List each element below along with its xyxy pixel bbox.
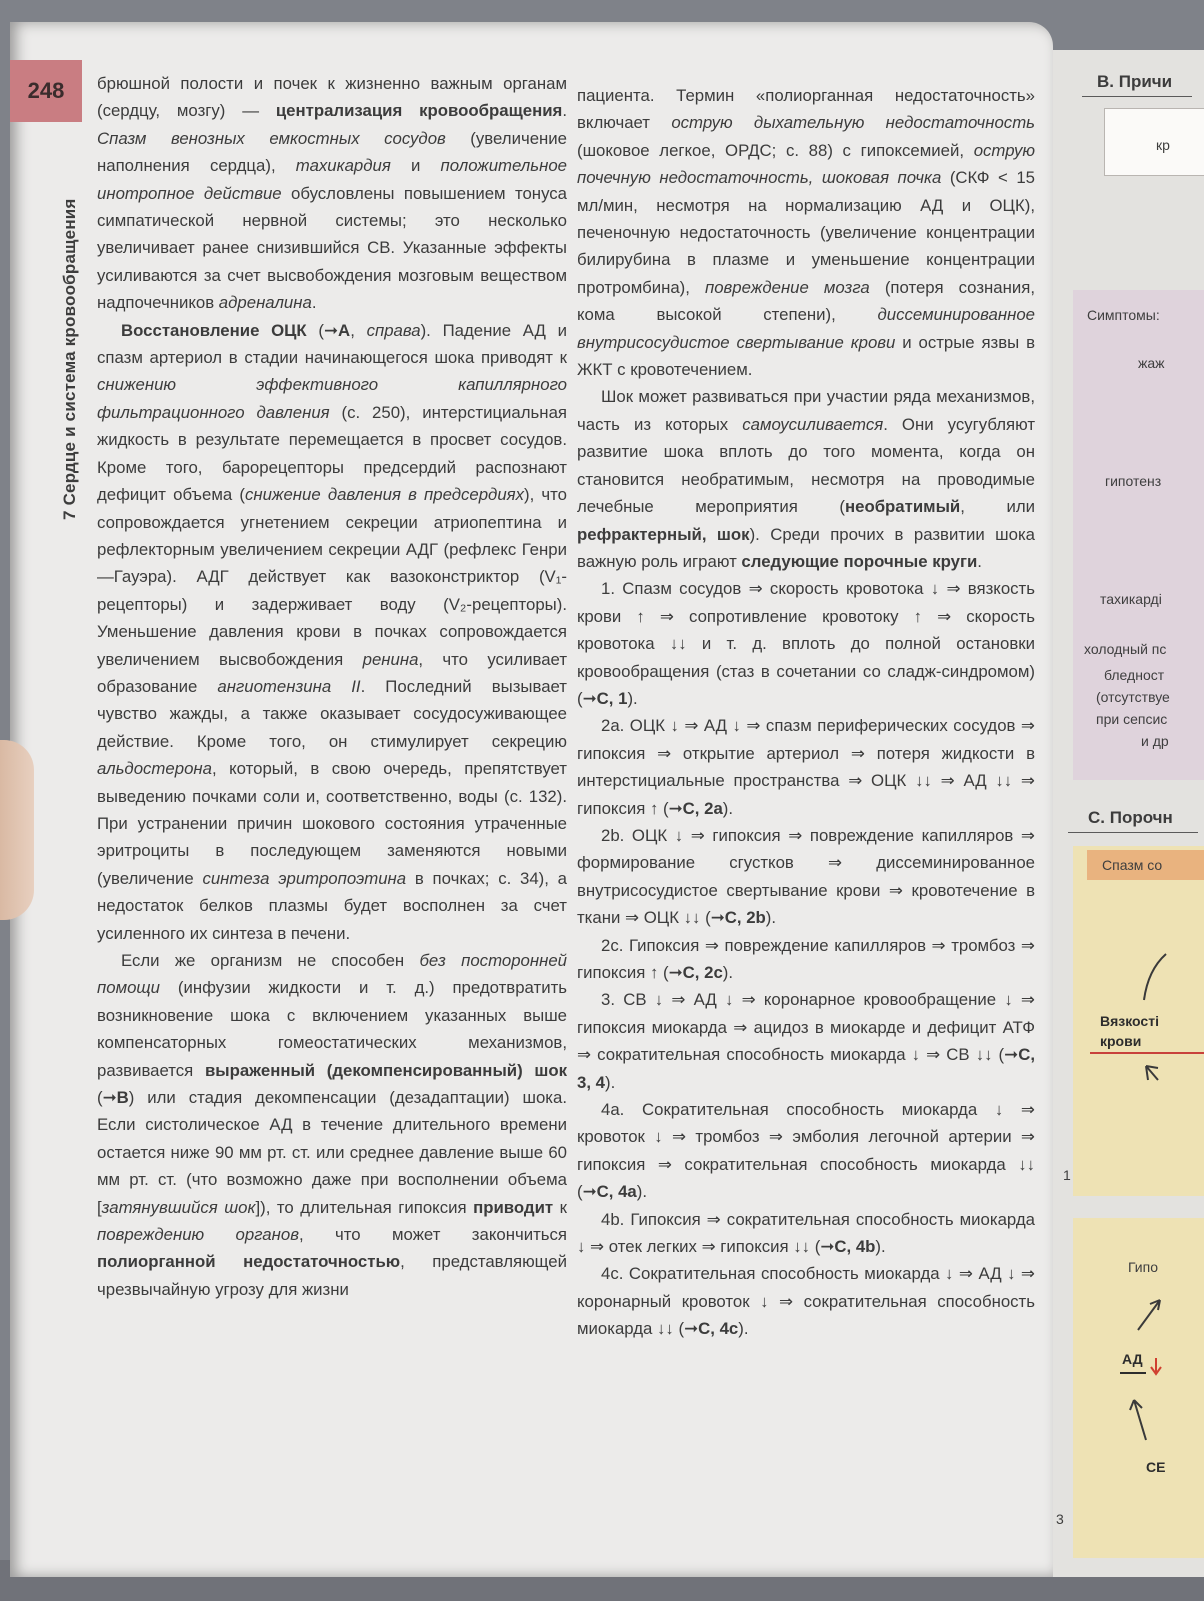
text-run: 2b. ОЦК ↓ ⇒ гипоксия ⇒ повреждение капилляров ⇒ формирование сгустков ⇒ диссеминированное внутрисосудистое свертывание крови ⇒ кровотечение в ткани ⇒ ОЦК ↓↓ ( [577,825,1035,928]
text-run: альдостерона [97,759,212,779]
text-run: , который, в свою очередь, препятствует выведению почками соли и, соответственно, воды (с. 132). При устранении причин шокового состояния утраченные эритроциты в последующем заменяются новыми (увеличение [97,759,567,888]
text-run: полиорганной недостаточностью [97,1252,401,1272]
text-run: и [390,156,441,176]
text-run: ). [765,908,777,928]
viscosity-label-2: крови [1100,1033,1142,1049]
text-run: положительное инотропное действие [97,156,567,203]
text-run: . Они усугубляют развитие шока вплоть до того момента, когда он становится необратимым, несмотря на проводимые лечебные мероприятия ( [577,414,1036,517]
text-run: рефрактерный, шок [577,524,750,544]
symptom-2: гипотенз [1105,473,1162,489]
text-run: 2a. ОЦК ↓ ⇒ АД ↓ ⇒ спазм периферических сосудов ⇒ гипоксия ⇒ открытие артериол ⇒ потеря жидкости в интерстициальные пространства ⇒ ОЦК ↓↓ ⇒ АД ↓↓ ⇒ гипоксия ↑ ( [577,716,1035,818]
text-run: 4c. Сократительная способность миокарда ↓ ⇒ АД ↓ ⇒ коронарный кровоток ↓ ⇒ сократительная способность миокарда ↓↓ ( [577,1264,1035,1339]
text-run: ➞C, 2c [668,963,723,982]
text-run: повреждение мозга [704,277,870,297]
text-run: . [311,293,317,313]
text-run: ). [722,798,734,818]
text-run: 1. Спазм сосудов ⇒ скорость кровотока ↓ ⇒ вязкость крови ↑ ⇒ сопротивление кровотоку ↑ ⇒ скорость кровотока ↓↓ и т. д. вплоть до полной остановки кровообращения (стаз в сочетании со сладж-синдромом) ( [577,579,1035,708]
text-run: ➞C, 4b [820,1237,876,1257]
text-run: Шок может развиваться при участии ряда механизмов, часть из которых [577,387,1035,434]
text-run: , или [960,497,1035,517]
viscosity-label: Вязкості [1100,1013,1159,1029]
text-run: необратимый [844,497,961,517]
text-run: ). [738,1319,749,1339]
column1-paragraph [97,70,567,317]
text-run: ( [97,1088,103,1108]
text-run: острую дыхательную недостаточность [671,113,1036,133]
text-run: пациента. Термин «полиорганная недостаточность» включает [577,86,1035,133]
symptoms-label: Симптомы: [1087,307,1160,323]
text-run: к [553,1197,567,1217]
column2-paragraph [577,82,1035,383]
text-run: выраженный (декомпенсированный) шок [204,1060,567,1080]
column2-paragraph [577,932,1035,987]
text-run: централизация кровообращения [275,101,563,121]
text-column-1 [97,70,567,1303]
text-run: ➞C, 2b [710,908,766,928]
text-run: самоусиливается [742,414,884,434]
column2-paragraph [577,986,1035,1096]
text-run: ). Среди прочих в развитии шока важную роль играют [577,524,1036,571]
cause-box [1104,108,1204,176]
text-run: ). [627,688,638,708]
text-run: снижению эффективного капиллярного фильтрационного давления [97,375,567,422]
text-run: (шоковое легкое, ОРДС; с. 88) с гипоксемией, [577,140,974,160]
text-run: и острые язвы в ЖКТ с кровотечением. [577,332,1035,380]
sv-label: СЕ [1146,1459,1166,1475]
text-run: адреналина [218,293,312,313]
text-run: ]), то длительная гипоксия [255,1197,474,1217]
text-run: диссеминированное внутрисосудистое свертывание крови [577,305,1035,352]
text-run: ). [636,1182,648,1202]
circle-arrows-1 [1130,950,1170,1100]
column2-paragraph [577,575,1035,712]
finger [0,740,34,920]
text-run: . [562,101,567,121]
text-run: затянувшийся шок [101,1197,256,1217]
spasm-label: Спазм со [1102,857,1163,873]
text-run: приводит [473,1197,554,1217]
circle-number-1: 1 [1063,1167,1071,1183]
text-run: Восстановление ОЦК [121,320,307,340]
column2-paragraph [577,1096,1035,1206]
circle-arrows-2 [1120,1290,1180,1450]
text-run: синтеза эритропоэтина [202,868,407,888]
text-run: 3. СВ ↓ ⇒ АД ↓ ⇒ коронарное кровообращение ↓ ⇒ гипоксия миокарда ⇒ ацидоз в миокарде и дефицит АТФ ⇒ сократительная способность миокарда ↓ ⇒ СВ ↓↓ ( [577,990,1035,1065]
text-run: повреждению органов [97,1225,299,1245]
text-run: 4b. Гипоксия ⇒ сократительная способность миокарда ↓ ⇒ отек легких ⇒ гипоксия ↓↓ ( [577,1209,1035,1257]
column2-paragraph [577,1206,1035,1261]
text-run: без посторонней помощи [97,951,567,998]
text-run: 2c. Гипоксия ⇒ повреждение капилляров ⇒ тромбоз ⇒ гипоксия ↑ ( [577,935,1035,982]
text-run: Если же организм не способен [121,951,420,970]
text-run: ➞C, 3, 4 [577,1045,1035,1092]
text-run: справа [366,320,421,340]
symptom-1: жаж [1138,355,1165,371]
text-run: ➞C, 1 [582,688,628,708]
text-run: тахикардия [295,156,391,176]
text-run: острую почечную недостаточность, шоковая почка [577,140,1035,188]
symptom-7: при сепсис [1096,711,1168,727]
column2-paragraph [577,1260,1035,1342]
section-c-heading: C. Порочн [1088,808,1173,827]
section-b-heading: B. Причи [1097,72,1173,91]
text-run: следующие порочные круги [741,551,978,571]
text-run: , [350,320,367,340]
column2-paragraph [577,822,1035,932]
section-b-rule [1082,96,1192,97]
text-column-2 [577,82,1035,1343]
column2-paragraph [577,712,1035,822]
text-run: ➞C, 4a [582,1182,637,1202]
text-run: ). [722,963,734,982]
circle-number-3: 3 [1056,1511,1064,1527]
text-run: ). [875,1237,886,1257]
text-run: ренина [362,649,419,669]
text-run: (потеря сознания, кома высокой степени), [577,277,1036,325]
text-run: ➞A [324,320,351,340]
text-run: (с. 250), интерстициальная жидкость в результате перемещается в просвет сосудов. Кроме того, барорецепторы предсердий распознают дефицит объема ( [97,402,567,505]
column1-paragraph [97,947,567,1303]
text-run: , представляющей чрезвычайную угрозу для жизни [97,1252,567,1299]
symptom-5: бледност [1104,667,1165,683]
text-run: . Последний вызывает чувство жажды, а также оказывает сосудосуживающее действие. Кроме того, он стимулирует секрецию [97,676,567,751]
text-run: в почках; с. 34), а недостаток белков плазмы будет восполнен за счет усиленного их синтеза в печени. [97,868,568,943]
text-run: брюшной полости и почек к жизненно важным органам (сердцу, мозгу) — [97,74,567,121]
text-run: , что может закончиться [298,1225,567,1245]
text-run: ➞C, 4c [684,1319,739,1339]
text-run: ➞C, 2a [668,798,723,818]
symptom-4: холодный пс [1084,641,1167,657]
text-run: (СКФ < 15 мл/мин, несмотря на нормализацию АД и ОЦК), печеночную недостаточность (увеличение концентрации билирубина в плазме и уменьшение концентрации протромбина), [577,168,1035,297]
text-run: ( [306,320,324,340]
text-run: обусловлены повышением тонуса симпатической нервной системы; это несколько увеличивает ранее снизившийся СВ. Указанные эффекты усиливаются за счет высвобождения мозговым веществом надпочечников [97,183,567,313]
text-run: ) или стадия декомпенсации (дезадаптации) шока. Если систолическое АД в течение длительного времени остается ниже 90 мм рт. ст. или среднее давление выше 60 мм рт. ст. (что возможно даже при восполнении объема [ [97,1088,567,1217]
text-run: Спазм венозных емкостных сосудов [97,128,446,148]
text-run: , что усиливает образование [97,649,568,696]
symptom-8: и др [1141,733,1169,749]
text-run: ➞B [102,1088,129,1108]
ad-label: АД [1122,1351,1143,1367]
column1-paragraph [97,317,567,947]
hypoxia-label: Гипо [1128,1259,1158,1275]
column2-paragraph [577,383,1035,575]
symptom-6: (отсутствуе [1096,689,1170,705]
text-run: 4a. Сократительная способность миокарда ↓ ⇒ кровоток ↓ ⇒ тромбоз ⇒ эмболия легочной артерии ⇒ гипоксия ⇒ сократительная способность миокарда ↓↓ ( [577,1100,1035,1202]
text-run: . [977,551,982,571]
text-run: ). Падение АД и спазм артериол в стадии начинающегося шока приводят к [97,320,567,368]
chapter-title: 7 Сердце и система кровообращения [60,198,79,520]
text-run: ), что сопровождается угнетением секреции атриопептина и рефлекторным увеличением секреции АДГ (рефлекс Генри—Гауэра). АДГ действует как вазоконстриктор (V₁-рецепторы) и задерживает воду (V₂-рецепторы). Уменьшение давления крови в почках сопровождается увеличением высвобождения [97,485,567,669]
text-run: (увеличение наполнения сердца), [97,128,568,176]
symptom-3: тахикарді [1100,591,1162,607]
cause-box-text: кр [1156,137,1170,153]
text-run: ). [605,1072,616,1092]
text-run: (инфузии жидкости и т. д.) предотвратить возникновение шока с включением указанных выше компенсаторных гомеостатических механизмов, развивается [97,978,567,1080]
text-run: снижение давления в предсердиях [244,485,525,505]
page-number: 248 [10,60,82,122]
section-c-rule [1068,832,1198,833]
text-run: ангиотензина II [217,676,361,696]
